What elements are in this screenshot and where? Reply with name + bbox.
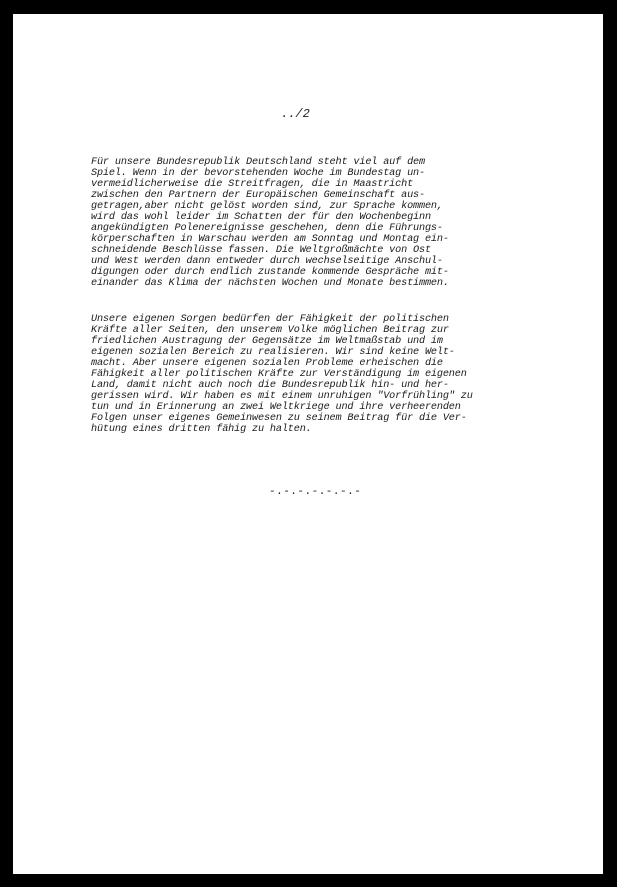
paragraph-1 xyxy=(91,157,449,289)
text-line: Folgen unser eigenes Gemeinwesen zu seinem Beitrag für die Ver- xyxy=(91,413,467,424)
text-line: körperschaften in Warschau werden am Sonntag und Montag ein- xyxy=(91,234,449,245)
text-line: Land, damit nicht auch noch die Bundesrepublik hin- und her- xyxy=(91,380,449,391)
text-line: gerissen wird. Wir haben es mit einem unruhigen "Vorfrühling" zu xyxy=(91,391,473,402)
page-number: ../2 xyxy=(281,107,310,121)
text-line: eigenen sozialen Bereich zu realisieren. Wir sind keine Welt- xyxy=(91,347,455,358)
document-page xyxy=(13,14,603,874)
text-line: tun und in Erinnerung an zwei Weltkriege und ihre verheerenden xyxy=(91,402,461,413)
text-line: Fähigkeit aller politischen Kräfte zur Verständigung im eigenen xyxy=(91,369,467,380)
text-line: und West werden dann entweder durch wechselseitige Anschul- xyxy=(91,256,443,267)
text-line: einander das Klima der nächsten Wochen und Monate bestimmen. xyxy=(91,278,449,289)
end-mark: -.-.-.-.-.-.- xyxy=(269,486,362,498)
text-line: angekündigten Polenereignisse geschehen, denn die Führungs- xyxy=(91,223,443,234)
text-line: Unsere eigenen Sorgen bedürfen der Fähigkeit der politischen xyxy=(91,314,449,325)
text-line: wird das wohl leider im Schatten der für den Wochenbeginn xyxy=(91,212,431,223)
text-line: Für unsere Bundesrepublik Deutschland steht viel auf dem xyxy=(91,157,425,168)
text-line: Kräfte aller Seiten, den unserem Volke möglichen Beitrag zur xyxy=(91,325,449,336)
text-line: zwischen den Partnern der Europäischen Gemeinschaft aus- xyxy=(91,190,425,201)
text-line: digungen oder durch endlich zustande kommende Gespräche mit- xyxy=(91,267,449,278)
text-line: macht. Aber unsere eigenen sozialen Probleme erheischen die xyxy=(91,358,443,369)
text-line: Spiel. Wenn in der bevorstehenden Woche im Bundestag un- xyxy=(91,168,425,179)
paragraph-2 xyxy=(91,314,473,435)
text-line: schneidende Beschlüsse fassen. Die Weltgroßmächte von Ost xyxy=(91,245,431,256)
text-line: friedlichen Austragung der Gegensätze im Weltmaßstab und im xyxy=(91,336,443,347)
text-line: getragen,aber nicht gelöst worden sind, zur Sprache kommen, xyxy=(91,201,443,212)
text-line: hütung eines dritten fähig zu halten. xyxy=(91,424,312,435)
text-line: vermeidlicherweise die Streitfragen, die in Maastricht xyxy=(91,179,414,190)
